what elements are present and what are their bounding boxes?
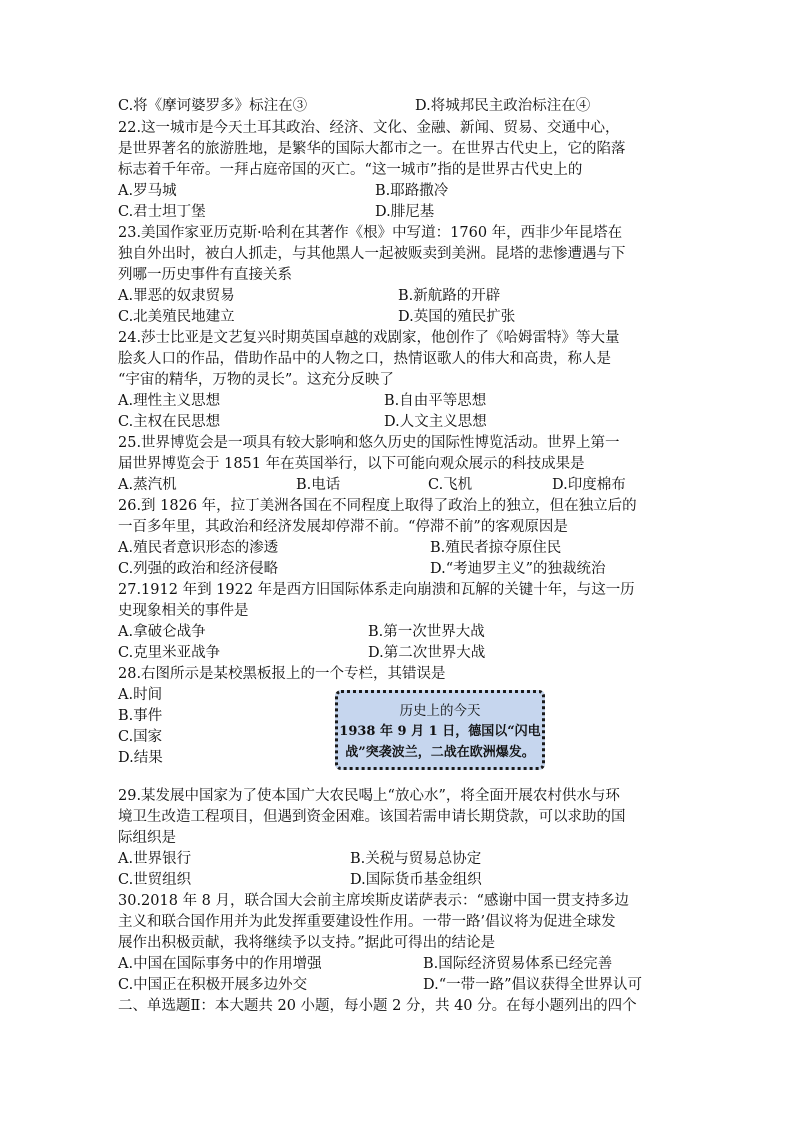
q22-option-a: A.罗马城 — [118, 183, 177, 199]
q25-stem-1: 25.世界博览会是一项具有较大影响和悠久历史的国际性博览活动。世界上第一 — [118, 435, 620, 451]
q24-stem-1: 24.莎士比亚是文艺复兴时期英国卓越的戏剧家，他创作了《哈姆雷特》等大量 — [118, 330, 620, 346]
q28-option-d: D.结果 — [118, 750, 163, 766]
q22-stem-1: 22.这一城市是今天土耳其政治、经济、文化、金融、新闻、贸易、交通中心， — [118, 120, 620, 136]
q26-options-cd — [118, 559, 678, 580]
q27-stem-1: 27.1912 年到 1922 年是西方旧国际体系走向崩溃和瓦解的关键十年，与这一历 — [118, 582, 635, 598]
q24-option-b: B.自由平等思想 — [384, 393, 487, 409]
q29-option-a: A.世界银行 — [118, 851, 192, 867]
q30-option-c: C.中国正在积极开展多边外交 — [118, 977, 308, 993]
q23-stem-3: 列哪一历史事件有直接关系 — [118, 267, 292, 283]
q27-option-c: C.克里米亚战争 — [118, 645, 221, 661]
q25-option-d: D.印度棉布 — [552, 477, 626, 493]
q27-options-cd — [118, 643, 678, 664]
q27-option-d: D.第二次世界大战 — [368, 645, 486, 661]
q28-option-c: C.国家 — [118, 729, 163, 745]
q24-options-cd — [118, 412, 678, 433]
q26-option-c: C.列强的政治和经济侵略 — [118, 561, 279, 577]
q28-option-b: B.事件 — [118, 708, 163, 724]
q26-option-d: D.“考迪罗主义”的独裁统治 — [430, 561, 606, 577]
q27-option-b: B.第一次世界大战 — [368, 624, 485, 640]
q29-stem-2: 境卫生改造工程项目，但遇到资金困难。该国若需申请长期贷款，可以求助的国 — [118, 809, 626, 825]
q24-stem-3: “宇宙的精华，万物的灵长”。这充分反映了 — [118, 372, 394, 388]
q24-option-c: C.主权在民思想 — [118, 414, 221, 430]
q22-stem-2: 是世界著名的旅游胜地，是繁华的国际大都市之一。在世界古代史上，它的陷落 — [118, 141, 626, 157]
q22-option-d: D.腓尼基 — [375, 204, 435, 220]
q30-options-cd — [118, 975, 678, 996]
q30-options-ab — [118, 954, 678, 975]
q27-stem-2: 史现象相关的事件是 — [118, 603, 249, 619]
q21-option-d: D.将城邦民主政治标注在④ — [415, 98, 591, 114]
q30-option-b: B.国际经济贸易体系已经完善 — [423, 956, 613, 972]
q23-option-a: A.罪恶的奴隶贸易 — [118, 288, 235, 304]
q23-option-d: D.英国的殖民扩张 — [398, 309, 516, 325]
q28-option-a: A.时间 — [118, 687, 163, 703]
q23-options-cd — [118, 307, 678, 328]
q25-options — [118, 475, 678, 496]
q22-options-cd — [118, 202, 678, 223]
q26-stem-1: 26.到 1826 年，拉丁美洲各国在不同程度上取得了政治上的独立，但在独立后的 — [118, 498, 637, 514]
q29-option-d: D.国际货币基金组织 — [350, 872, 482, 888]
q24-stem-2: 脍炙人口的作品，借助作品中的人物之口，热情讴歌人的伟大和高贵，称人是 — [118, 351, 611, 367]
q25-stem-2: 届世界博览会于 1851 年在英国举行，以下可能向观众展示的科技成果是 — [118, 456, 585, 472]
q25-option-c: C.飞机 — [428, 477, 473, 493]
box-line-1: 1938 年 9 月 1 日，德国以“闪电 — [339, 724, 541, 739]
q22-option-c: C.君士坦丁堡 — [118, 204, 206, 220]
q21-options-cd — [118, 96, 678, 117]
q26-options-ab — [118, 538, 678, 559]
q26-stem-2: 一百多年里，其政治和经济发展却停滞不前。“停滞不前”的客观原因是 — [118, 519, 568, 535]
q27-option-a: A.拿破仑战争 — [118, 624, 206, 640]
q21-option-c: C.将《摩诃婆罗多》标注在③ — [118, 98, 308, 114]
q26-option-a: A.殖民者意识形态的渗透 — [118, 540, 279, 556]
q29-option-b: B.关税与贸易总协定 — [350, 851, 482, 867]
q22-stem-3: 标志着千年帝。一拜占庭帝国的灭亡。“这一城市”指的是世界古代史上的 — [118, 162, 583, 178]
q27-options-ab — [118, 622, 678, 643]
q25-option-a: A.蒸汽机 — [118, 477, 177, 493]
section-2-heading: 二、单选题Ⅱ：本大题共 20 小题，每小题 2 分，共 40 分。在每小题列出的四个 — [118, 998, 637, 1014]
q23-stem-1: 23.美国作家亚历克斯·哈利在其著作《根》中写道：1760 年，西非少年昆塔在 — [118, 225, 623, 241]
q29-options-cd — [118, 870, 678, 891]
q29-stem-1: 29.某发展中国家为了使本国广大农民喝上“放心水”，将全面开展农村供水与环 — [118, 788, 620, 804]
q30-option-d: D.“一带一路”倡议获得全世界认可 — [423, 977, 643, 993]
blackboard-column-box — [335, 690, 545, 770]
q30-option-a: A.中国在国际事务中的作用增强 — [118, 956, 322, 972]
q30-stem-3: 展作出积极贡献，我将继续予以支持。”据此可得出的结论是 — [118, 935, 496, 951]
q29-option-c: C.世贸组织 — [118, 872, 192, 888]
q26-option-b: B.殖民者掠夺原住民 — [430, 540, 562, 556]
q28-stem: 28.右图所示是某校黑板报上的一个专栏，其错误是 — [118, 666, 446, 682]
q22-option-b: B.耶路撒冷 — [375, 183, 449, 199]
q30-stem-2: 主义和联合国作用并为此发挥重要建设性作用。一带一路’倡议将为促进全球发 — [118, 914, 616, 930]
q24-option-a: A.理性主义思想 — [118, 393, 221, 409]
q23-option-b: B.新航路的开辟 — [398, 288, 501, 304]
q24-option-d: D.人文主义思想 — [384, 414, 487, 430]
q25-option-b: B.电话 — [296, 477, 341, 493]
q30-stem-1: 30.2018 年 8 月，联合国大会前主席埃斯皮诺萨表示：“感谢中国一贯支持多边 — [118, 893, 629, 909]
q29-stem-3: 际组织是 — [118, 830, 176, 846]
q23-options-ab — [118, 286, 678, 307]
q22-options-ab — [118, 181, 678, 202]
q29-options-ab — [118, 849, 678, 870]
q23-option-c: C.北美殖民地建立 — [118, 309, 235, 325]
box-line-2: 战”突袭波兰，二战在欧洲爆发。 — [345, 745, 535, 760]
q24-options-ab — [118, 391, 678, 412]
box-title: 历史上的今天 — [399, 703, 481, 719]
q23-stem-2: 独自外出时，被白人抓走，与其他黑人一起被贩卖到美洲。昆塔的悲惨遭遇与下 — [118, 246, 626, 262]
